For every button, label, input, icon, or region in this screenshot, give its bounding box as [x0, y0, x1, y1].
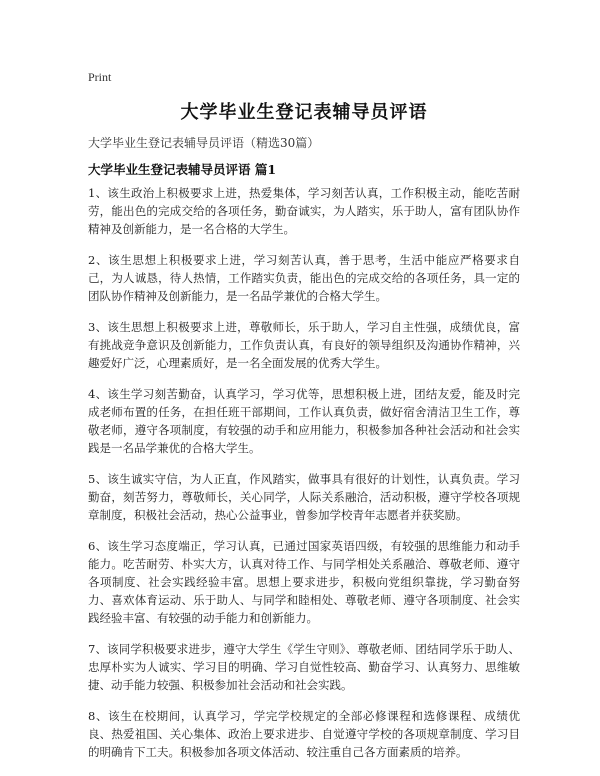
page-title: 大学毕业生登记表辅导员评语 — [180, 102, 428, 123]
paragraph-1: 1、该生政治上积极要求上进，热爱集体，学习刻苦认真，工作积极主动，能吃苦耐劳，能出色的完成交给的各项任务，勤奋诚实，为人踏实，乐于助人，富有团队协作精神及创新能力，是一名合格的大学生。 — [88, 186, 520, 236]
paragraph-4: 4、该生学习刻苦勤奋，认真学习，学习优等，思想积极上进，团结友爱，能及时完成老师布置的任务，在担任班干部期间，工作认真负责，做好宿舍清洁卫生工作，尊敬老师，遵守各项制度，有较强的动手和应用能力，积极参加各种社会活动和社会实践是一名品学兼优的合格大学生。 — [88, 387, 520, 455]
document-subtitle: 大学毕业生登记表辅导员评语（精选30篇） — [88, 136, 320, 150]
paragraph-3: 3、该生思想上积极要求上进，尊敬师长，乐于助人，学习自主性强，成绩优良，富有挑战竞争意识及创新能力，工作负责认真，有良好的领导组织及沟通协作精神，兴趣爱好广泛，心理素质好，是一名全面发展的优秀大学生。 — [88, 320, 520, 370]
paragraph-5: 5、该生诚实守信，为人正直，作风踏实，做事具有很好的计划性，认真负责。学习勤奋，刻苦努力，尊敬师长，关心同学，人际关系融洽，活动积极，遵守学校各项规章制度，积极社会活动，热心公益事业，曾参加学校青年志愿者并获奖励。 — [88, 472, 520, 522]
paragraph-2: 2、该生思想上积极要求上进，学习刻苦认真，善于思考，生活中能应严格要求自己，为人诚恳，待人热情，工作踏实负责，能出色的完成交给的各项任务，具一定的团队协作精神及创新能力，是一名品学兼优的合格大学生。 — [88, 253, 520, 303]
paragraph-7: 7、该同学积极要求进步，遵守大学生《学生守则》、尊敬老师、团结同学乐于助人、忠厚朴实为人诚实、学习目的明确、学习自觉性较高、勤奋学习、认真努力、思维敏捷、动手能力较强、积极参加社会活动和社会实践。 — [88, 642, 520, 692]
paragraph-list — [88, 184, 520, 774]
paragraph-8: 8、该生在校期间，认真学习，学完学校规定的全部必修课程和选修课程、成绩优良、热爱祖国、关心集体、政治上要求进步、自觉遵守学校的各项规章制度、学习目的明确肯下工夫。积极参加各项文体活动、较注重自己各方面素质的培养。 — [88, 709, 520, 759]
paragraph-6: 6、该生学习态度端正，学习认真，已通过国家英语四级，有较强的思维能力和动手能力。吃苦耐劳、朴实大方，认真对待工作、与同学相处关系融洽、尊敬老师、遵守各项制度、社会实践经验丰富。思想上要求进步，积极向党组织靠拢，学习勤奋努力、喜欢体育运动、乐于助人、与同学和睦相处、尊敬老师、遵守各项制度、社会实践经验丰富、有较强的动手能力和创新能力。 — [88, 539, 520, 625]
print-link[interactable]: Print — [88, 70, 112, 84]
section-heading: 大学毕业生登记表辅导员评语 篇1 — [88, 162, 277, 177]
